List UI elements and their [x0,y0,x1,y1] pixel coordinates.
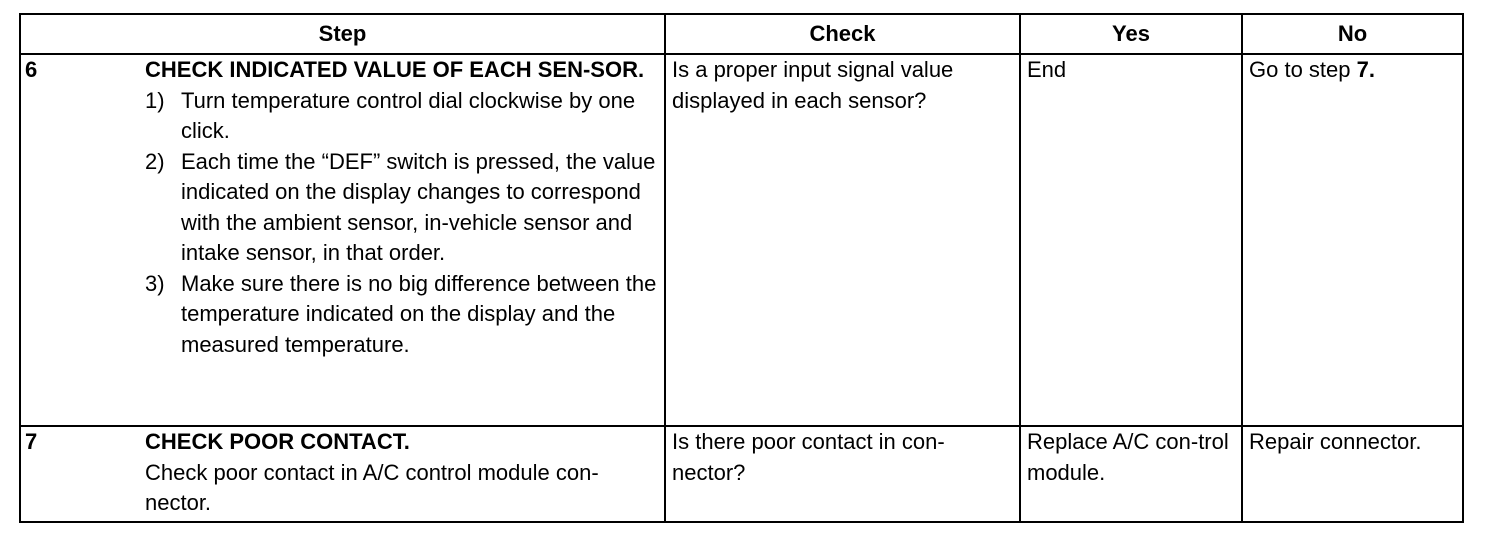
step-number: 6 [20,54,141,426]
substep-list [145,86,658,361]
step-reference: 7. [1356,57,1375,82]
check-cell: Is there poor contact in con-nector? [665,426,1020,522]
substep-text: Make sure there is no big difference between the temperature indicated on the display and the measured temperature. [181,270,657,357]
step-number: 7 [20,426,141,522]
step-title: CHECK INDICATED VALUE OF EACH SEN-SOR. [145,57,645,82]
check-cell: Is a proper input signal value displayed in each sensor? [665,54,1020,426]
list-item [145,147,658,269]
yes-cell: Replace A/C con-trol module. [1020,426,1242,522]
substep-marker: 3) [145,270,165,296]
diagnostic-table [19,13,1464,523]
header-yes: Yes [1020,14,1242,54]
list-item [145,86,658,147]
header-row [20,14,1463,54]
no-text: Go to step [1249,57,1357,82]
table-row [20,426,1463,522]
step-cell [141,54,665,426]
step-title: CHECK POOR CONTACT. [145,429,410,454]
table-row [20,54,1463,426]
no-cell [1242,54,1463,426]
substep-marker: 1) [145,87,165,113]
no-cell: Repair connector. [1242,426,1463,522]
header-check: Check [665,14,1020,54]
step-description: Check poor contact in A/C control module con-nector. [145,459,599,515]
header-step: Step [20,14,665,54]
step-cell [141,426,665,522]
yes-cell: End [1020,54,1242,426]
substep-text: Turn temperature control dial clockwise by one click. [181,87,636,143]
substep-text: Each time the “DEF” switch is pressed, the value indicated on the display changes to correspond with the ambient sensor, in-vehicle sensor and intake sensor, in that order. [181,148,656,265]
header-no: No [1242,14,1463,54]
substep-marker: 2) [145,148,165,174]
list-item [145,269,658,361]
